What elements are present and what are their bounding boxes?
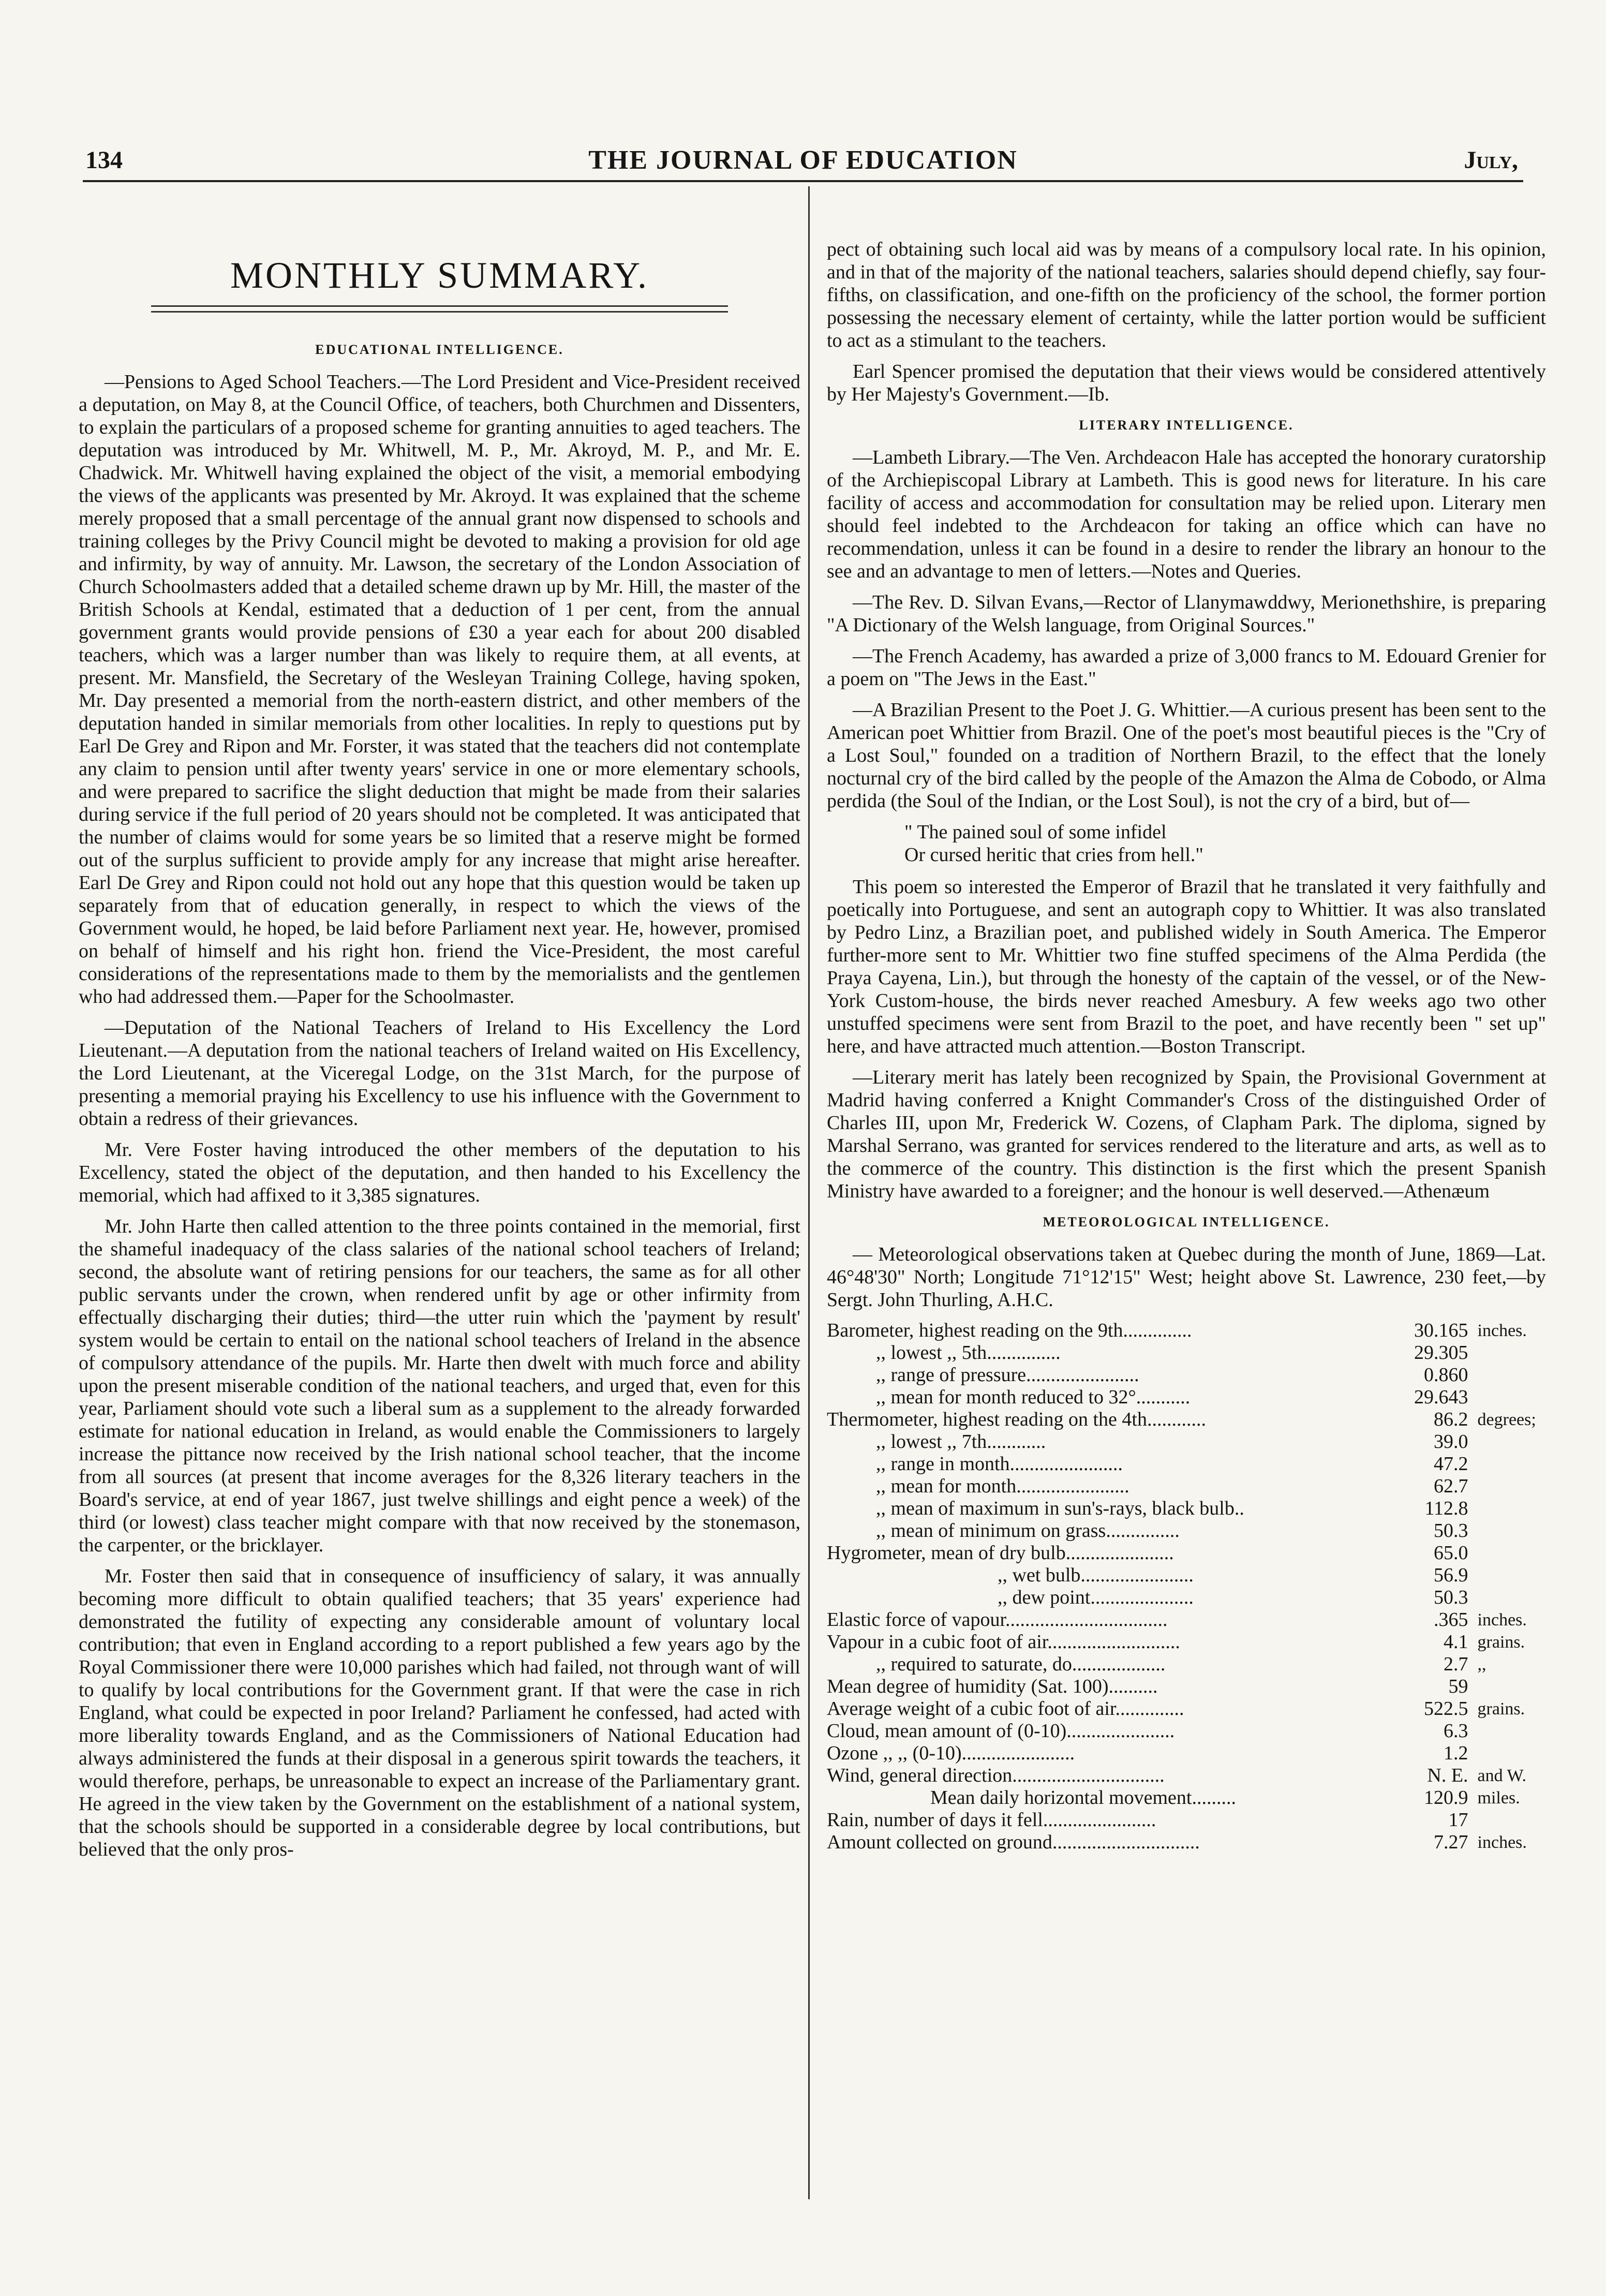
observation-row	[827, 1831, 1546, 1854]
observation-value: 522.5	[1424, 1698, 1468, 1720]
observation-label: ,, lowest ,, 7th............	[876, 1431, 1046, 1453]
observation-value: 50.3	[1434, 1587, 1468, 1608]
observation-value: 39.0	[1434, 1431, 1468, 1453]
observation-unit	[1478, 1720, 1546, 1742]
observation-row	[827, 1564, 1546, 1587]
page-number: 134	[85, 146, 123, 174]
observation-value: 47.2	[1434, 1453, 1468, 1475]
observation-label: Elastic force of vapour.................................	[827, 1609, 1168, 1631]
article-pensions-aged-teachers: —Pensions to Aged School Teachers.—The Lord President and Vice-President received a deputation, on May 8, at the Council Office, of teachers, both Churchmen and Dissenters, to explain the particulars of a proposed scheme for granting annuities to aged teachers. The deputation was introduced by Mr. Whitwell, M. P., Mr. Akroyd, M. P., and Mr. E. Chadwick. Mr. Whitwell having explained the object of the visit, a memorial embodying the views of the applicants was presented by Mr. Akroyd. It was explained that the scheme merely proposed that a small percentage of the annual grant now dispensed to schools and training colleges by the Privy Council might be devoted to making a provision for old age and infirmity, by way of annuity. Mr. Lawson, the secretary of the London Association of Church Schoolmasters added that a detailed scheme drawn up by Mr. Hill, the master of the British Schools at Kendal, estimated that a deduction of 1 per cent, from the annual government grants would provide pensions of £30 a year each for about 200 disabled teachers, which was a larger number than was likely to require them, at all events, at present. Mr. Mansfield, the Secretary of the Wesleyan Training College, having spoken, Mr. Day presented a memorial from the north-eastern district, and other members of the deputation handed in similar memorials from other localities. In reply to questions put by Earl De Grey and Ripon and Mr. Forster, it was stated that the teachers did not contemplate any claim to pension until after twenty years' service in one or more elementary schools, and were prepared to sacrifice the slight deduction that might be made from their salaries during service if the full period of 20 years should not be completed. It was anticipated that the number of claims would for some years be so limited that a reserve might be formed out of the surplus sufficient to provide amply for any increase that might arise hereafter. Earl De Grey and Ripon could not hold out any hope that this question would be taken up separately from that of education generally, in respect to which the views of the Government would, he hoped, be laid before Parliament next year. He, however, promised on behalf of himself and his right hon. friend the Vice-President, the most careful considerations of the representations made to them by the memorialists and the gentlemen who had addressed them.—Paper for the Schoolmaster.	[79, 371, 800, 1008]
observation-unit: degrees;	[1477, 1410, 1536, 1429]
paragraph-continued: pect of obtaining such local aid was by means of a compulsory local rate. In his opinion, and in that of the majority of the national teachers, salaries should depend chiefly, say four-fifths, on classification, and one-fifth on the proficiency of the school, the former portion possessing the necessary element of certainty, while the latter portion would be sufficient to act as a stimulant to the teachers.	[827, 239, 1546, 351]
observation-row	[827, 1587, 1546, 1609]
observation-row	[827, 1342, 1546, 1364]
observation-label: Mean daily horizontal movement.........	[930, 1787, 1236, 1809]
observation-label: ,, wet bulb.......................	[998, 1564, 1194, 1586]
paragraph-foster-salary: Mr. Foster then said that in consequence of insufficiency of salary, it was annually becoming more difficult to obtain qualified teachers; that 35 years' experience had demonstrated the futility of expecting any considerable amount of voluntary local contribution; that even in England according to a report published a few years ago by the Royal Commissioner there were 10,000 parishes which had failed, not through want of will to qualify by local contributions for the Government grant. If that were the case in rich England, what could be expected in poor Ireland? Parliament he confessed, had acted with more liberality towards England, and as the Commissioners of National Education had always administered the funds at their disposal in a generous spirit towards the teachers, it would therefore, perhaps, be unreasonable to expect an increase of the Parliamentary grant. He agreed in the view taken by the Government on the establishment of a national system, that the schools should be supported in a considerable degree by local contributions, but believed that the only pros-	[79, 1565, 800, 1860]
observation-row	[827, 1431, 1546, 1453]
observation-value: 4.1	[1444, 1631, 1468, 1653]
observation-unit	[1478, 1564, 1546, 1587]
observation-row	[827, 1386, 1546, 1409]
observation-value: 56.9	[1434, 1564, 1468, 1586]
observation-label: Thermometer, highest reading on the 4th............	[827, 1409, 1206, 1430]
observation-unit: inches.	[1477, 1833, 1527, 1852]
observation-label: ,, mean for month.......................	[876, 1475, 1129, 1497]
section-educational-intelligence: EDUCATIONAL INTELLIGENCE.	[315, 342, 564, 357]
observation-value: 62.7	[1434, 1475, 1468, 1497]
paragraph-meteorological-intro: — Meteorological observations taken at Quebec during the month of June, 1869—Lat. 46°48'30" North; Longitude 71°12'15" West; height above St. Lawrence, 230 feet,—by Sergt. John Thurling, A.H.C.	[827, 1243, 1546, 1311]
observation-value: .365	[1434, 1609, 1468, 1631]
left-column	[79, 243, 800, 1869]
observation-row	[827, 1409, 1546, 1431]
observation-value: 59	[1448, 1676, 1468, 1697]
observation-label: Wind, general direction...............................	[827, 1765, 1165, 1786]
observation-row	[827, 1787, 1546, 1809]
article-french-academy: —The French Academy, has awarded a prize of 3,000 francs to M. Edouard Grenier for a poem on "The Jews in the East."	[827, 645, 1546, 690]
right-column	[827, 238, 1546, 1854]
observation-row	[827, 1520, 1546, 1542]
observation-unit: inches.	[1477, 1610, 1527, 1630]
title-double-rule	[151, 305, 728, 313]
verse-line-2: Or cursed heritic that cries from hell."	[904, 844, 1203, 866]
observation-unit: ,,	[1477, 1655, 1486, 1674]
observation-unit	[1478, 1676, 1546, 1698]
observation-unit	[1478, 1342, 1546, 1364]
observation-label: ,, dew point.....................	[998, 1587, 1194, 1608]
observation-value: 29.643	[1414, 1386, 1468, 1408]
observation-label: ,, range of pressure.......................	[876, 1364, 1139, 1386]
observation-row	[827, 1453, 1546, 1475]
section-literary-intelligence: LITERARY INTELLIGENCE.	[1079, 418, 1294, 433]
observation-unit: and W.	[1477, 1766, 1526, 1785]
observation-value: 65.0	[1434, 1542, 1468, 1564]
observation-unit	[1478, 1520, 1546, 1542]
observation-value: 86.2	[1434, 1409, 1468, 1430]
observation-label: Mean degree of humidity (Sat. 100)..........	[827, 1676, 1158, 1697]
observation-value: 7.27	[1434, 1831, 1468, 1853]
observation-value: 0.860	[1424, 1364, 1468, 1386]
observation-unit: grains.	[1477, 1633, 1525, 1652]
observation-row	[827, 1631, 1546, 1653]
observation-unit: inches.	[1477, 1321, 1527, 1340]
observation-label: Vapour in a cubic foot of air...........................	[827, 1631, 1180, 1653]
observation-unit	[1478, 1386, 1546, 1409]
article-brazilian-present: —A Brazilian Present to the Poet J. G. Whittier.—A curious present has been sent to the American poet Whittier from Brazil. One of the poet's most beautiful pieces is the "Cry of a Lost Soul," founded on a tradition of Northern Brazil, to the effect that the lonely nocturnal cry of the bird called by the people of the Amazon the Alma de Cobodo, or Alma perdida (the Soul of the Indian, or the Lost Soul), is not the cry of a bird, but of—	[827, 699, 1546, 812]
article-spain-literary-merit: —Literary merit has lately been recognized by Spain, the Provisional Government at Madrid having conferred a Knight Commander's Cross of the distinguished Order of Charles III, upon Mr, Frederick W. Cozens, of Clapham Park. The diploma, signed by Marshal Serrano, was granted for services rendered to the literature and arts, as well as to the commerce of the country. This distinction is the first which the present Spanish Ministry have awarded to a foreigner; and the honour is well deserved.—Athenæum	[827, 1066, 1546, 1202]
observation-unit	[1478, 1587, 1546, 1609]
observation-value: 30.165	[1414, 1320, 1468, 1341]
paragraph-poem-emperor: This poem so interested the Emperor of Brazil that he translated it very faithfully and poetically into Portuguese, and sent an autograph copy to Whittier. It was also translated by Pedro Linz, a Brazilian poet, and published widely in South America. The Emperor further-more sent to Mr. Whittier two fine stuffed specimens of the Alma Perdida (the Praya Cayena, Lin.), but through the honesty of the captain of the vessel, or of the New-York Custom-house, the birds never reached Amesbury. A few weeks ago two other unstuffed specimens were sent from Brazil to the poet, and have recently been " set up" here, and have attracted much attention.—Boston Transcript.	[827, 876, 1546, 1057]
journal-title: THE JOURNAL OF EDUCATION	[588, 145, 1018, 175]
observation-label: ,, lowest ,, 5th...............	[876, 1342, 1061, 1364]
paragraph-john-harte: Mr. John Harte then called attention to the three points contained in the memorial, first the shameful inadequacy of the class salaries of the national school teachers of Ireland; second, the absolute want of retiring pensions for our teachers, the same as for all other public servants under the crown, when rendered unfit by age or other infirmity from effectually discharging their duties; third—the utter ruin which the 'payment by result' system would be certain to entail on the national school teachers of Ireland in the absence of compulsory attendance of the pupils. Mr. Harte then dwelt with much force and ability upon the present miserable condition of the national teachers, and urged that, even for this year, Parliament should vote such a liberal sum as a supplement to the already forwarded estimate for national education in Ireland, as would enable the Commissioners to largely increase the pittance now received by the Irish national school teacher, that the income from all sources (at present that income averages for the 8,326 literary teachers in the Board's service, at end of year 1867, just twelve shillings and eight pence a week) of the third (or lowest) class teacher might compare with that now received by the stonemason, the carpenter, or the bricklayer.	[79, 1216, 800, 1556]
article-silvan-evans: —The Rev. D. Silvan Evans,—Rector of Llanymawddwy, Merionethshire, is preparing "A Dictionary of the Welsh language, from Original Sources."	[827, 591, 1546, 636]
observation-value: 2.7	[1444, 1653, 1468, 1675]
verse-line-1: " The pained soul of some infidel	[904, 821, 1167, 843]
paragraph-vere-foster: Mr. Vere Foster having introduced the other members of the deputation to his Excellency, stated the object of the deputation, and then handed to his Excellency the memorial, which had affixed to it 3,385 signatures.	[79, 1139, 800, 1206]
observation-value: 50.3	[1434, 1520, 1468, 1542]
verse-quote	[827, 821, 1546, 866]
observation-row	[827, 1742, 1546, 1765]
article-lambeth-library: —Lambeth Library.—The Ven. Archdeacon Hale has accepted the honorary curatorship of the Archiepiscopal Library at Lambeth. This is good news for literature. In his care facility of access and accommodation for consultation may be relied upon. Literary men should feel indebted to the Archdeacon for taking an office which can have no recommendation, unless it can be found in a desire to render the library an honour to the see and an advantage to men of letters.—Notes and Queries.	[827, 447, 1546, 582]
observation-value: 120.9	[1424, 1787, 1468, 1809]
observation-row	[827, 1809, 1546, 1831]
observation-unit	[1478, 1453, 1546, 1475]
summary-title: MONTHLY SUMMARY.	[230, 255, 649, 296]
observation-row	[827, 1698, 1546, 1720]
observation-value: 1.2	[1444, 1742, 1468, 1764]
observation-label: Ozone ,, ,, (0-10).......................	[827, 1742, 1075, 1764]
observation-value: 17	[1448, 1809, 1468, 1831]
observation-row	[827, 1765, 1546, 1787]
observation-unit	[1478, 1542, 1546, 1564]
observation-row	[827, 1542, 1546, 1564]
observation-unit	[1478, 1475, 1546, 1498]
header-rule	[83, 180, 1523, 182]
observation-row	[827, 1676, 1546, 1698]
column-divider	[808, 186, 810, 2199]
observation-label: ,, mean for month reduced to 32°...........	[876, 1386, 1191, 1408]
observation-label: ,, required to saturate, do...................	[876, 1653, 1166, 1675]
observation-row	[827, 1720, 1546, 1742]
observation-unit	[1478, 1364, 1546, 1386]
observation-label: Barometer, highest reading on the 9th..............	[827, 1320, 1192, 1341]
observation-label: ,, mean of maximum in sun's-rays, black bulb..	[876, 1498, 1244, 1519]
observation-unit: grains.	[1477, 1699, 1525, 1719]
observation-unit	[1478, 1498, 1546, 1520]
observation-label: ,, mean of minimum on grass...............	[876, 1520, 1180, 1542]
observation-row	[827, 1364, 1546, 1386]
observation-row	[827, 1475, 1546, 1498]
observation-row	[827, 1320, 1546, 1342]
header-month: July,	[1464, 146, 1518, 174]
observation-unit: miles.	[1477, 1788, 1520, 1808]
paragraph-earl-spencer: Earl Spencer promised the deputation that their views would be considered attentively by Her Majesty's Government.—Ib.	[827, 361, 1546, 405]
observations-table	[827, 1320, 1546, 1854]
observation-value: 112.8	[1424, 1498, 1468, 1519]
observation-row	[827, 1498, 1546, 1520]
observation-label: Average weight of a cubic foot of air..............	[827, 1698, 1184, 1720]
observation-row	[827, 1653, 1546, 1676]
section-meteorological-intelligence: METEOROLOGICAL INTELLIGENCE.	[1043, 1214, 1330, 1230]
observation-value: 6.3	[1444, 1720, 1468, 1742]
observation-unit	[1478, 1742, 1546, 1765]
observation-label: Cloud, mean amount of (0-10)......................	[827, 1720, 1175, 1742]
observation-row	[827, 1609, 1546, 1631]
observation-value: N. E.	[1427, 1765, 1468, 1786]
observation-value: 29.305	[1414, 1342, 1468, 1364]
observation-label: Hygrometer, mean of dry bulb......................	[827, 1542, 1174, 1564]
observation-label: Rain, number of days it fell.......................	[827, 1809, 1156, 1831]
article-deputation-ireland: —Deputation of the National Teachers of Ireland to His Excellency the Lord Lieutenant.—A deputation from the national teachers of Ireland waited on His Excellency, the Lord Lieutenant, at the Viceregal Lodge, on the 31st March, for the purpose of presenting a memorial praying his Excellency to use his influence with the Government to obtain a redress of their grievances.	[79, 1017, 800, 1130]
observation-unit	[1478, 1431, 1546, 1453]
observation-label: ,, range in month.......................	[876, 1453, 1123, 1475]
observation-unit	[1478, 1809, 1546, 1831]
observation-label: Amount collected on ground..............................	[827, 1831, 1200, 1853]
